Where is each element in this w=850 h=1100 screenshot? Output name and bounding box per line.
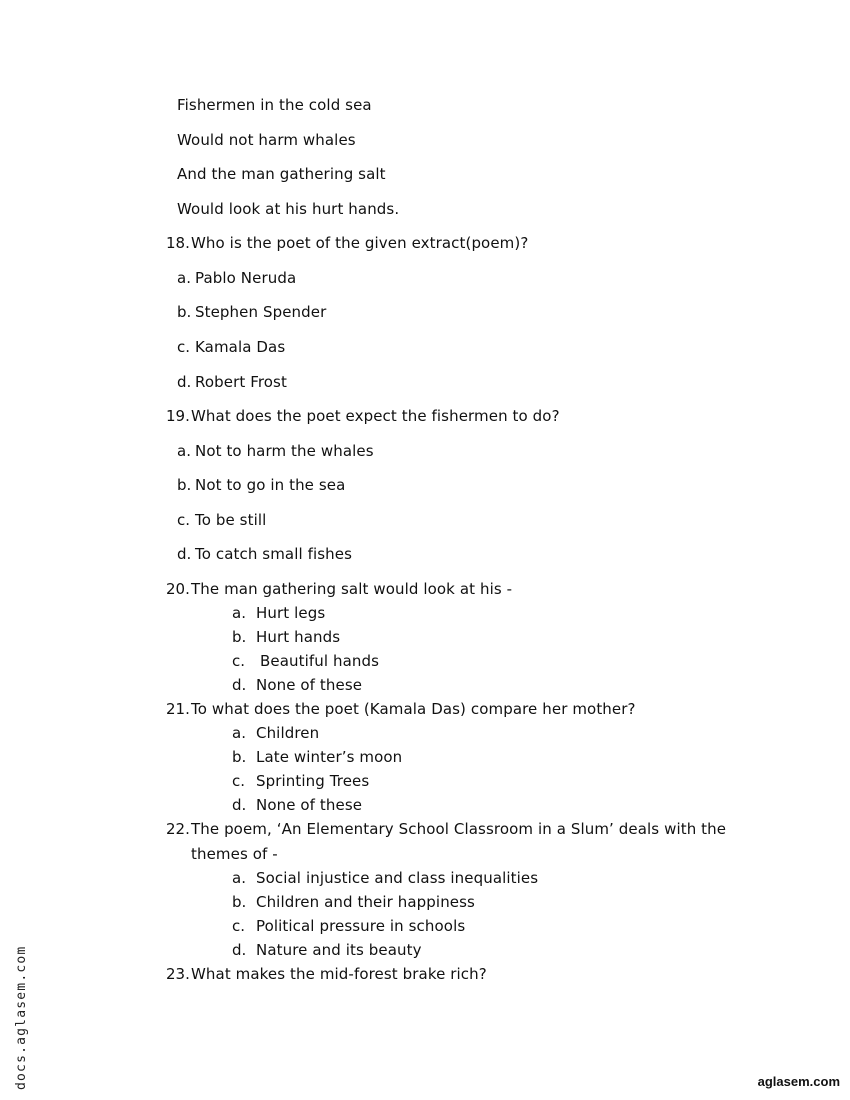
option-text: Nature and its beauty xyxy=(256,941,422,959)
question-number: 23. xyxy=(166,965,190,983)
option-text: Stephen Spender xyxy=(195,303,327,321)
option-text: Not to go in the sea xyxy=(195,476,346,494)
option-text: Political pressure in schools xyxy=(256,917,466,935)
option-text: To be still xyxy=(195,511,267,529)
question-text: What does the poet expect the fishermen to do? xyxy=(191,407,560,425)
option-text: Not to harm the whales xyxy=(195,442,374,460)
poem-line-1: Fishermen in the cold sea xyxy=(177,96,372,114)
option-letter: c. xyxy=(232,772,246,790)
option-letter: b. xyxy=(177,476,192,494)
poem-line-4: Would look at his hurt hands. xyxy=(177,200,400,218)
option-letter: b. xyxy=(232,628,247,646)
option-text: Hurt legs xyxy=(256,604,326,622)
option-text: Beautiful hands xyxy=(260,652,380,670)
question-number: 19. xyxy=(166,407,190,425)
side-watermark: docs.aglasem.com xyxy=(14,945,29,1090)
question-text: The man gathering salt would look at his - xyxy=(191,580,513,598)
option-letter: a. xyxy=(177,269,191,287)
question-number: 20. xyxy=(166,580,190,598)
option-letter: c. xyxy=(177,511,191,529)
option-text: None of these xyxy=(256,676,363,694)
option-letter: b. xyxy=(232,748,247,766)
option-letter: b. xyxy=(177,303,192,321)
option-text: Robert Frost xyxy=(195,373,287,391)
option-text: Pablo Neruda xyxy=(195,269,297,287)
option-letter: c. xyxy=(232,917,246,935)
option-letter: a. xyxy=(177,442,191,460)
question-text-line-2: themes of - xyxy=(191,845,278,863)
question-text: What makes the mid-forest brake rich? xyxy=(191,965,487,983)
option-letter: b. xyxy=(232,893,247,911)
question-text: To what does the poet (Kamala Das) compare her mother? xyxy=(191,700,636,718)
option-text: Kamala Das xyxy=(195,338,286,356)
question-text-line-1: The poem, ‘An Elementary School Classroom in a Slum’ deals with the xyxy=(191,820,727,838)
option-text: Hurt hands xyxy=(256,628,341,646)
option-text: Social injustice and class inequalities xyxy=(256,869,539,887)
option-text: Children xyxy=(256,724,320,742)
question-number: 21. xyxy=(166,700,190,718)
question-text: Who is the poet of the given extract(poem)? xyxy=(191,234,529,252)
option-letter: d. xyxy=(177,545,192,563)
option-text: None of these xyxy=(256,796,363,814)
option-letter: c. xyxy=(232,652,246,670)
option-text: Sprinting Trees xyxy=(256,772,370,790)
option-text: Late winter’s moon xyxy=(256,748,403,766)
option-letter: d. xyxy=(232,676,247,694)
option-text: To catch small fishes xyxy=(195,545,353,563)
question-number: 22. xyxy=(166,820,190,838)
option-text: Children and their happiness xyxy=(256,893,475,911)
option-letter: d. xyxy=(232,796,247,814)
option-letter: a. xyxy=(232,604,246,622)
poem-line-2: Would not harm whales xyxy=(177,131,356,149)
option-letter: d. xyxy=(177,373,192,391)
question-number: 18. xyxy=(166,234,190,252)
option-letter: a. xyxy=(232,724,246,742)
option-letter: d. xyxy=(232,941,247,959)
poem-line-3: And the man gathering salt xyxy=(177,165,386,183)
option-letter: a. xyxy=(232,869,246,887)
option-letter: c. xyxy=(177,338,191,356)
footer-brand: aglasem.com xyxy=(757,1074,840,1089)
